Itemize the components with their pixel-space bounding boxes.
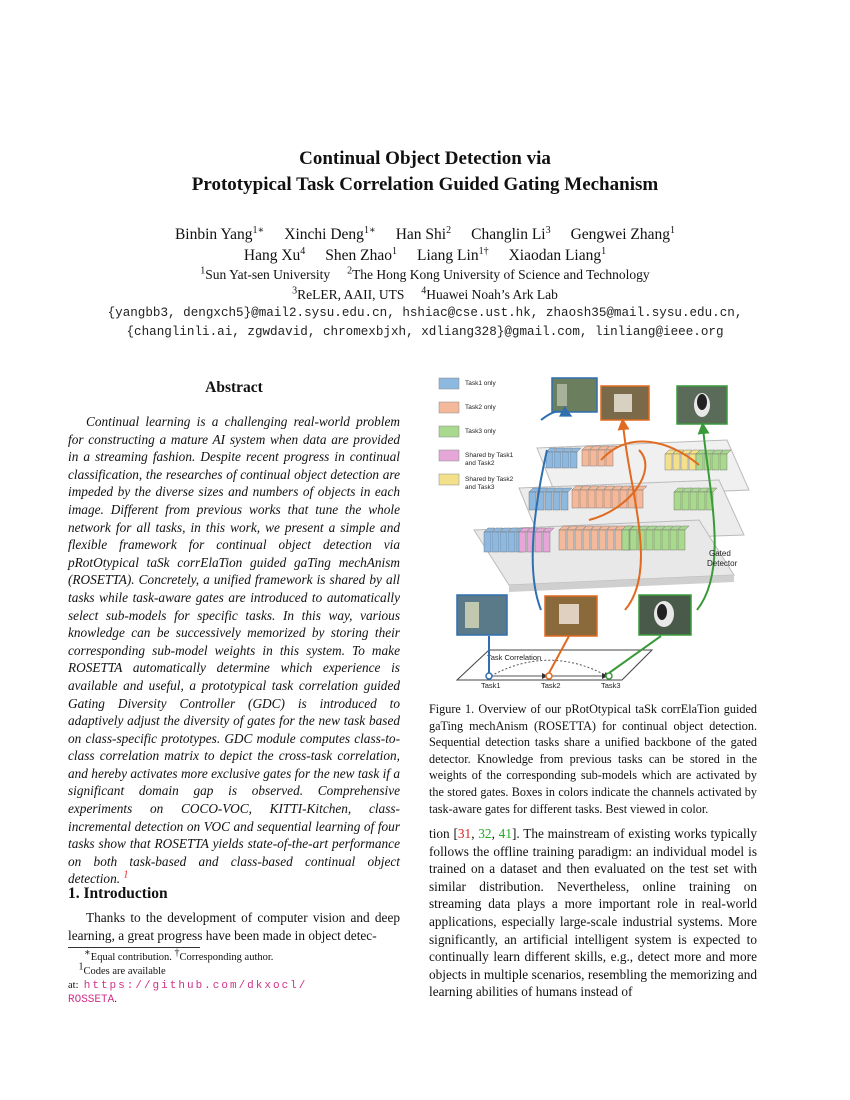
gate-channel-box <box>682 492 689 510</box>
author-name: Gengwei Zhang$^1$ <box>570 224 676 243</box>
gate-channel-box <box>500 532 507 552</box>
legend-label: Shared by Task2 <box>465 476 514 483</box>
gate-channel-box <box>561 492 568 510</box>
gate-channel-box <box>646 530 653 550</box>
code-link[interactable]: https://github.com/dkxocl/ <box>83 980 308 992</box>
citation-31[interactable]: 31 <box>457 826 472 841</box>
gate-channel-box <box>484 532 491 552</box>
gate-channel-box <box>654 530 661 550</box>
right-column-text: tion [31, 32, 41]. The mainstream of existing works typically follows the offline training paradigm: an individual model is trained on a dataset and then evaluated on the test set with similar distribution. Nevertheless, online training on streaming data plays a more important role in real-world applications, especially large-scale industrial systems. More significantly, an artificial intelligent system is expected to continually learn different skills, e.g., detect more and more objects in multiple scenarios, resembling the memorizing and learning abilities of humans instead of <box>429 826 757 1000</box>
legend-label: and Task3 <box>465 484 495 491</box>
gate-channel-box <box>545 492 552 510</box>
gate-channel-box <box>553 492 560 510</box>
paper-title-line-2: Prototypical Task Correlation Guided Gating Mechanism <box>191 174 659 195</box>
legend-label: Shared by Task1 <box>465 452 514 459</box>
legend-swatch <box>439 402 459 413</box>
gate-channel-box <box>546 452 553 468</box>
code-link-continued[interactable]: ROSSETA <box>68 994 115 1006</box>
task1-image-bottom <box>457 595 507 635</box>
author-name: Binbin Yang$^{1∗}$ <box>174 224 265 243</box>
gate-channel-box <box>690 492 697 510</box>
gate-channel-box <box>604 490 611 508</box>
figure-1-diagram <box>429 370 757 690</box>
gate-channel-box <box>698 492 705 510</box>
abstract-heading: Abstract <box>205 379 263 396</box>
gate-channel-box <box>636 490 643 508</box>
authors-row-2 <box>0 245 850 267</box>
gate-channel-box <box>583 530 590 550</box>
legend-label: and Task2 <box>465 460 495 467</box>
author-name: Xinchi Deng$^{1∗}$ <box>284 224 376 243</box>
gate-channel-box <box>580 490 587 508</box>
gate-channel-box <box>670 530 677 550</box>
legend-label: Task3 only <box>465 428 496 435</box>
gate-channel-box <box>596 490 603 508</box>
gated-detector-label-2: Detector <box>707 559 738 568</box>
gate-channel-box <box>673 454 680 470</box>
gate-channel-box <box>591 530 598 550</box>
introduction-heading: 1. Introduction <box>68 885 168 902</box>
citation-41[interactable]: 41 <box>498 826 512 841</box>
paper-title-line-1: Continual Object Detection via <box>299 148 551 169</box>
gate-channel-box <box>615 530 622 550</box>
gate-channel-box <box>662 530 669 550</box>
gate-channel-box <box>492 532 499 552</box>
gate-channel-box <box>554 452 561 468</box>
author-name: Xiaodan Liang$^1$ <box>508 245 607 264</box>
author-name: Hang Xu$^4$ <box>243 245 306 264</box>
gate-channel-box <box>665 454 672 470</box>
gate-channel-box <box>562 452 569 468</box>
legend-swatch <box>439 450 459 461</box>
caption-rosetta-name: pRotOtypical taSk corrElaTion guided gaTing mechAnism <box>429 702 757 733</box>
gated-detector-label: Gated <box>709 549 731 558</box>
figure-1-caption: Figure 1. Overview of our pRotOtypical taSk corrElaTion guided gaTing mechAnism (ROSETTA) for continual object detection. Sequential detection tasks share a unified backbone of the gated detector. Knowledge from previous tasks can be stored in the weights of the corresponding sub-models which are activated by the stored gates. Boxes in colors indicate the channels activated by task-aware gates for different tasks. Best viewed in color. <box>429 702 757 816</box>
gate-channel-box <box>588 490 595 508</box>
gate-channel-box <box>529 492 536 510</box>
rosetta-expanded-name: pRotOtypical taSk corrElaTion guided gaTing mechAnism <box>68 554 400 570</box>
legend-label: Task1 only <box>465 380 496 387</box>
gate-channel-box <box>543 532 550 552</box>
legend <box>439 378 514 491</box>
legend-swatch <box>439 474 459 485</box>
gate-channel-box <box>696 454 703 470</box>
introduction-text: Thanks to the development of computer vision and deep learning, a great progress have been made in object detec- <box>68 910 400 943</box>
abstract-body: Continual learning is a challenging real-world problem for constructing a mature AI system when data are provided in a streaming fashion. Despite recent progress in continual classification, the researches of continual object detection are impeded by the diverse sizes and numbers of objects in each image. Different from previous works that tune the whole network for all tasks, in this work, we present a simple and flexible framework for continual object detection via pRotOtypical taSk corrElaTion guided gaTing mechAnism (ROSETTA). Concretely, a unified framework is shared by all tasks while task-aware gates are introduced to automatically select sub-models for specific tasks. In this way, various knowledge can be successively memorized by storing their corresponding sub-model weights in this system. To make ROSETTA automatically determine which experience is available and useful, a prototypical task correlation guided Gating Diversity Controller (GDC) is introduced to adaptively adjust the diversity of gates for the new task based on class-specific prototypes. GDC module computes class-to-class correlation matrix to depict the cross-task correlation, and hereby activates more exclusive gates for the new task if a significant domain gap is observed. Comprehensive experiments on COCO-VOC, KITTI-Kitchen, class-incremental detection on VOC and sequential learning of four tasks show that ROSETTA yields state-of-the-art performance on both task-based and class-based continual object detection. $^1$ <box>68 414 400 887</box>
gate-channel-box <box>678 530 685 550</box>
emails-line-2: {changlinli.ai, zgwdavid, chromexbjxh, xdliang328}@gmail.com, linliang@ieee.org <box>126 325 724 339</box>
task-correlation-label: Task Correlation <box>487 653 542 662</box>
task1-label: Task1 <box>481 681 501 690</box>
gate-channel-box <box>612 490 619 508</box>
gate-channel-box <box>582 450 589 466</box>
abstract-footnote-mark: 1 <box>123 870 129 882</box>
footnote-code: $^1$Codes are available at: https://github.com/dkxocl/ ROSSETA. <box>68 961 308 1006</box>
footnote-equal-contribution: ∗Equal contribution. †Corresponding author. <box>84 947 274 963</box>
emails-line-1: {yangbb3, dengxch5}@mail2.sysu.edu.cn, hshiac@cse.ust.hk, zhaosh35@mail.sysu.edu.cn, <box>107 306 743 320</box>
task3-label: Task3 <box>601 681 621 690</box>
author-name: Han Shi$^2$ <box>395 224 452 243</box>
figure-1 <box>429 370 757 690</box>
gate-channel-box <box>607 530 614 550</box>
legend-swatch <box>439 378 459 389</box>
gate-channel-box <box>575 530 582 550</box>
gate-channel-box <box>572 490 579 508</box>
authors-row-1 <box>0 224 850 246</box>
author-name: Shen Zhao$^1$ <box>325 245 398 264</box>
gate-channel-box <box>590 450 597 466</box>
affiliations-line-2: $^3$ReLER, AAII, UTS $^4$Huawei Noah’s Ark Lab <box>292 285 558 302</box>
gate-channel-box <box>622 530 629 550</box>
gate-channel-box <box>567 530 574 550</box>
gate-channel-box <box>712 454 719 470</box>
author-name: Changlin Li$^3$ <box>471 224 551 243</box>
gate-channel-box <box>630 530 637 550</box>
gate-channel-box <box>559 530 566 550</box>
citation-32[interactable]: 32 <box>478 826 492 841</box>
task2-label: Task2 <box>541 681 561 690</box>
gate-channel-box <box>508 532 515 552</box>
affiliations-line-1: $^1$Sun Yat-sen University $^2$The Hong Kong University of Science and Technology <box>200 265 650 282</box>
gate-channel-box <box>535 532 542 552</box>
author-name: Liang Lin$^{1\dagger}$ <box>417 245 489 264</box>
gate-channel-box <box>570 452 577 468</box>
legend-swatch <box>439 426 459 437</box>
gate-channel-box <box>519 532 526 552</box>
gate-channel-box <box>599 530 606 550</box>
gate-channel-box <box>674 492 681 510</box>
legend-label: Task2 only <box>465 404 496 411</box>
gate-channel-box <box>720 454 727 470</box>
